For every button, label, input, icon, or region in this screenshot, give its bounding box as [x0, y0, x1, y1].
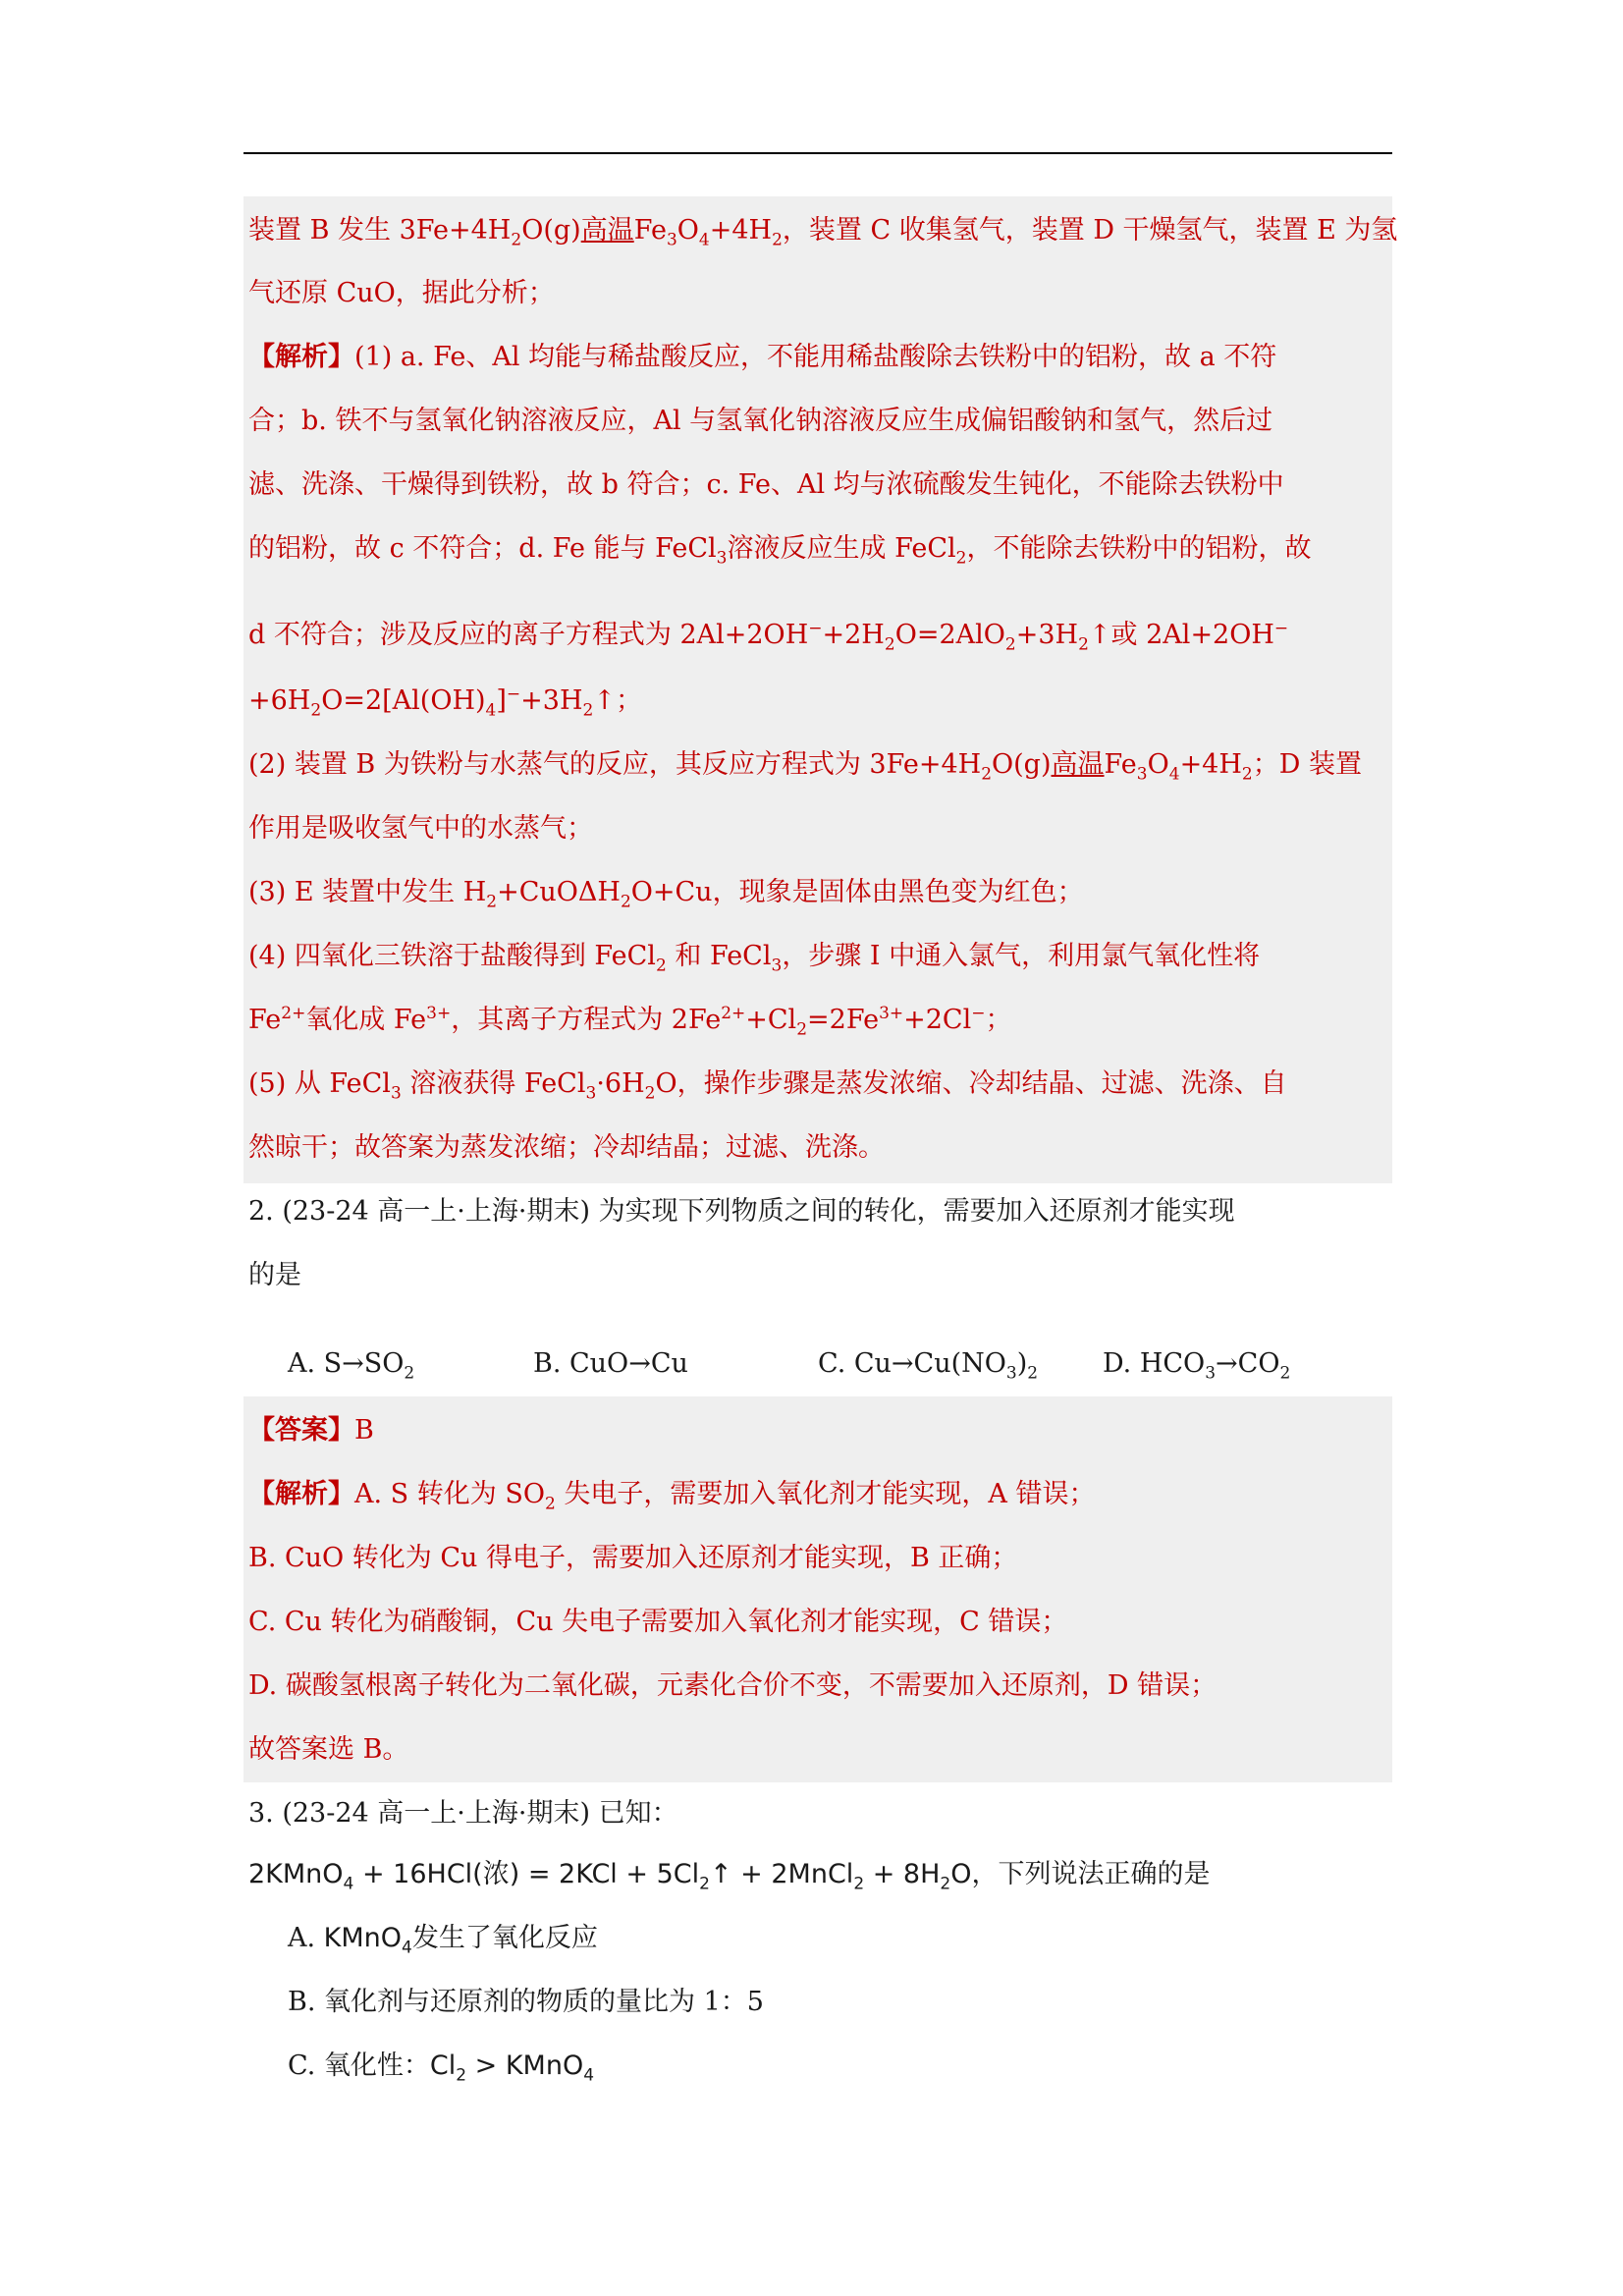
q2-option-b: B. CuO→Cu	[533, 1348, 688, 1379]
q2-analysis-line-1: 【解析】A. S 转化为 $SO_2$ 失电子，需要加入氧化剂才能实现，A 错误；	[248, 1479, 1096, 1514]
analysis-line-2: 气还原 CuO，据此分析；	[248, 278, 555, 308]
analysis-line-5: 滤、洗涤、干燥得到铁粉，故 b 符合；c. Fe、Al 均与浓硫酸发生钝化，不能除去铁粉中	[248, 469, 1284, 500]
analysis-line-9: (2) 装置 B 为铁粉与水蒸气的反应，其反应方程式为 $3Fe+4H_2O(g)$高温$Fe_3O_4+4H_2$；D 装置	[248, 749, 1362, 785]
analysis-line-6: 的铝粉，故 c 不符合；d. Fe 能与 FeCl$_3$溶液反应生成 FeCl$_2$，不能除去铁粉中的铝粉，故	[248, 533, 1312, 569]
q2-analysis-line-5: 故答案选 B。	[248, 1734, 409, 1765]
question-3-equation: 2KMnO$_4$ + 16HCl(浓) = $2KCl + 5Cl_2↑$ + 2MnCl$_2$ + $8H_2O$，下列说法正确的是	[248, 1859, 1211, 1894]
analysis-line-3: 【解析】(1) a. Fe、Al 均能与稀盐酸反应，不能用稀盐酸除去铁粉中的铝粉，故 a 不符	[248, 342, 1277, 372]
analysis-line-1: 装置 B 发生 $3Fe+4H_2O(g)$高温$Fe_3O_4+4H_2$，装置 C 收集氢气，装置 D 干燥氢气，装置 E 为氢	[248, 215, 1398, 250]
analysis-line-4: 合；b. 铁不与氢氧化钠溶液反应，Al 与氢氧化钠溶液反应生成偏铝酸钠和氢气，然后过	[248, 406, 1273, 436]
analysis-line-12: (4) 四氧化三铁溶于盐酸得到 FeCl$_2$ 和 FeCl$_3$，步骤 I 中通入氯气，利用氯气氧化性将	[248, 941, 1261, 976]
analysis-line-14: (5) 从 FeCl$_3$ 溶液获得 $FeCl_3\cdot 6H_2O$，操作步骤是蒸发浓缩、冷却结晶、过滤、洗涤、自	[248, 1068, 1287, 1104]
question-2-stem-cont: 的是	[248, 1260, 301, 1290]
analysis-line-15: 然晾干；故答案为蒸发浓缩；冷却结晶；过滤、洗涤。	[248, 1132, 885, 1163]
q2-answer-line	[248, 1414, 374, 1448]
q2-analysis-line-2: B. CuO 转化为 Cu 得电子，需要加入还原剂才能实现，B 正确；	[248, 1543, 1018, 1573]
q3-option-a: A. KMnO$_4$发生了氧化反应	[288, 1923, 598, 1958]
analysis-line-11: (3) E 装置中发生 $H_2+CuO\Delta H_2O+Cu$，现象是固体由黑色变为红色；	[248, 877, 1084, 912]
analysis-line-13: $Fe^{2+}$氧化成 $Fe^{3+}$，其离子方程式为 $2Fe^{2+}+Cl_2=2Fe^{3+}+2Cl^-$；	[248, 1004, 1012, 1040]
question-2-stem: 2. (23-24 高一上·上海·期末) 为实现下列物质之间的转化，需要加入还原剂才能实现	[248, 1196, 1235, 1227]
analysis-line-8: $+6H_2O=2[Al(OH)_4]^-+3H_2↑$；	[248, 684, 642, 721]
q2-option-a: A. $S\to SO_2$	[288, 1348, 415, 1384]
q3-option-c: C. 氧化性：$Cl_2$ > KMnO$_4$	[288, 2050, 595, 2086]
q2-analysis-line-4: D. 碳酸氢根离子转化为二氧化碳，元素化合价不变，不需要加入还原剂，D 错误；	[248, 1670, 1217, 1701]
q2-option-c: C. $Cu\to Cu(NO_3)_2$	[818, 1348, 1039, 1384]
q2-analysis-line-3: C. Cu 转化为硝酸铜，Cu 失电子需要加入氧化剂才能实现，C 错误；	[248, 1607, 1068, 1637]
analysis-tag: 【解析】	[248, 1479, 354, 1509]
answer-tag: 【答案】	[248, 1415, 354, 1446]
analysis-line-10: 作用是吸收氢气中的水蒸气；	[248, 813, 593, 844]
analysis-line-7: d 不符合；涉及反应的离子方程式为 $2Al+2OH^-+2H_2O=2AlO_2+3H_2↑$或 2Al+2OH−	[248, 619, 1289, 655]
header-rule	[243, 152, 1392, 154]
analysis-tag: 【解析】	[248, 342, 354, 372]
answer-value: B	[354, 1415, 374, 1446]
question-3-stem: 3. (23-24 高一上·上海·期末) 已知：	[248, 1798, 678, 1829]
q2-option-d: D. $HCO_3\to CO_2$	[1103, 1348, 1291, 1384]
q2-answer-block	[243, 1396, 1392, 1782]
q3-option-b: B. 氧化剂与还原剂的物质的量比为 1：5	[288, 1987, 764, 2017]
